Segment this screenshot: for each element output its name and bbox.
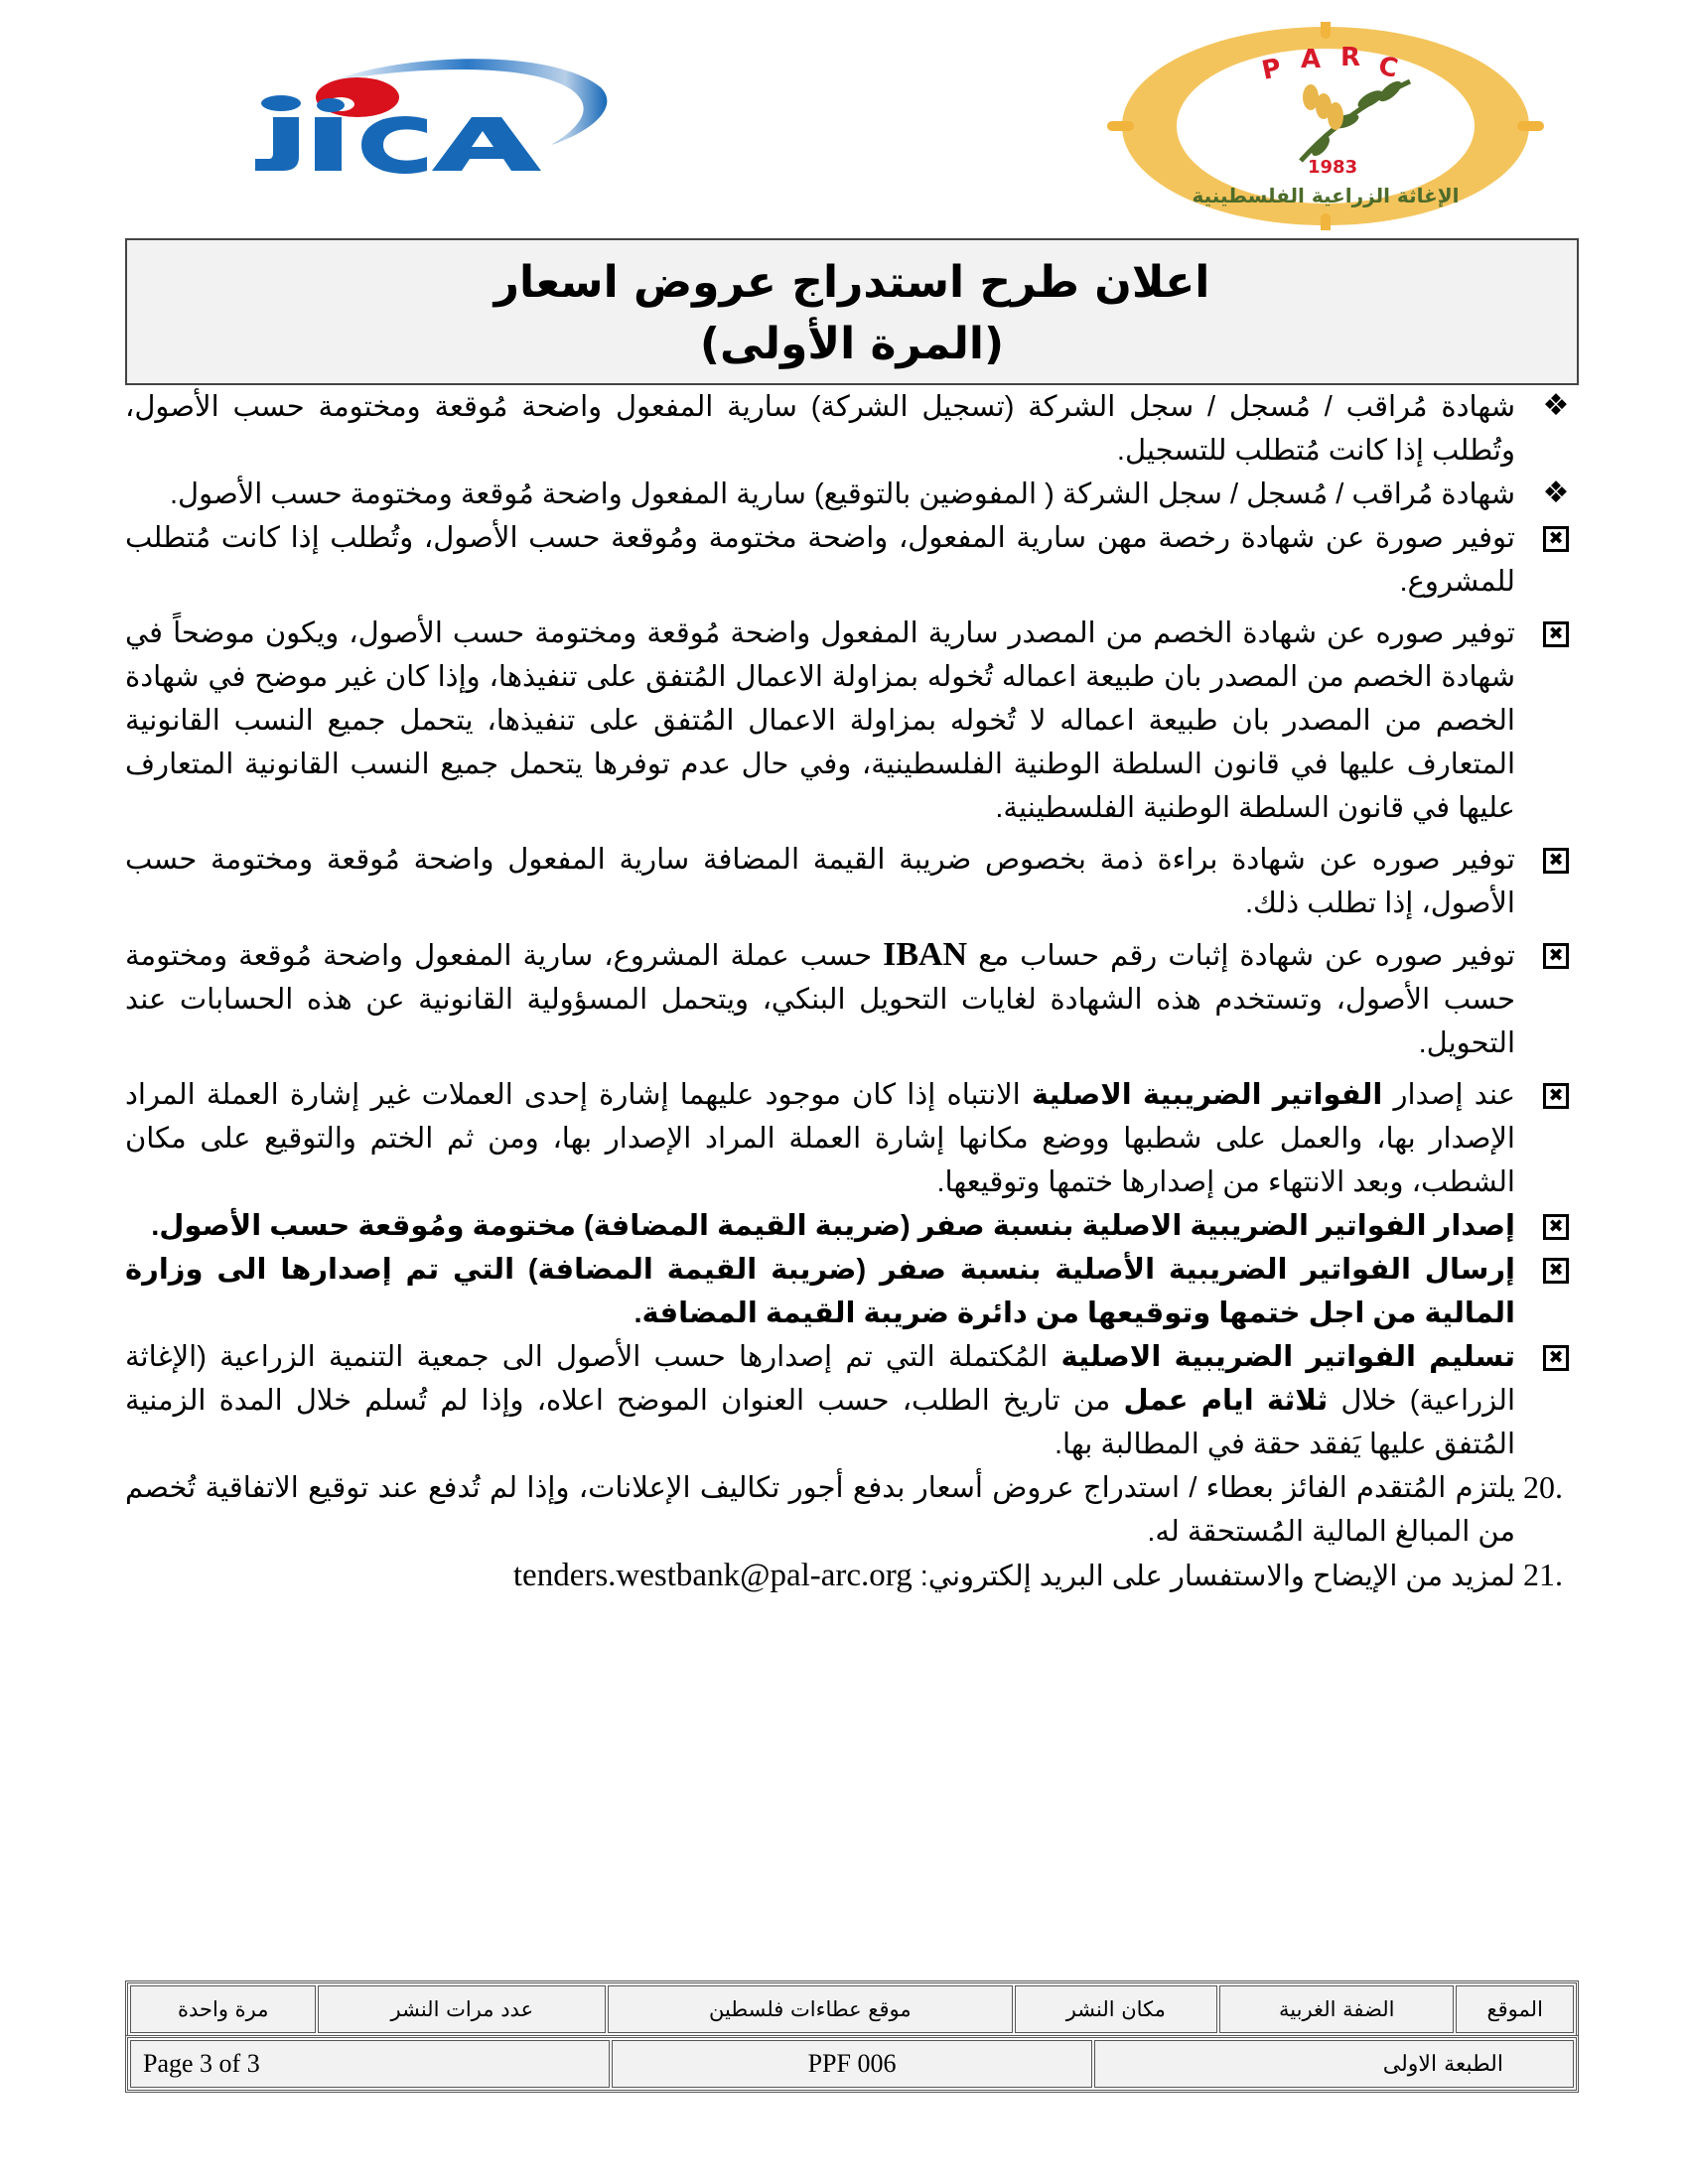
list-item	[125, 838, 1579, 925]
svg-text:P: P	[1259, 53, 1285, 86]
svg-text:1983: 1983	[1308, 157, 1358, 178]
footer-cell-publish-place-value: موقع عطاءات فلسطين	[608, 1985, 1012, 2033]
list-item	[125, 1204, 1579, 1248]
list-item-text: المُكتملة التي تم إصدارها حسب الأصول الى جمعية التنمية الزراعية (الإغاثة الزراعية) خلال	[125, 1341, 1515, 1417]
requirements-list	[125, 385, 1579, 1598]
list-item-text: يلتزم المُتقدم الفائز بعطاء / استدراج عروض أسعار بدفع أجور تكاليف الإعلانات، وإذا لم تُدفع عند توقيع الاتفاقية تُخصم من المبالغ المالية المُستحقة له.	[125, 1472, 1515, 1548]
svg-text:A: A	[1301, 45, 1322, 74]
contact-email-link[interactable]: tenders.westbank@pal-arc.org	[512, 1558, 913, 1593]
svg-text:الإغاثة الزراعية الفلسطينية: الإغاثة الزراعية الفلسطينية	[1192, 184, 1460, 207]
list-item-text: الانتباه إذا كان موجود عليهما إشارة إحدى العملات غير إشارة العملة المراد الإصدار بها، والعمل على شطبها ووضع مكانها إشارة العملة المراد الإصدار بها، ومن ثم الختم والتوقيع على مكان الشطب، وبعد الانتهاء من إصدارها ختمها وتوقيعها.	[125, 1079, 1515, 1198]
checkbox-x-icon: ✖	[1543, 1214, 1569, 1240]
footer-document-table	[125, 2035, 1579, 2093]
list-item	[125, 473, 1579, 516]
bold-term: تسليم الفواتير الضريبية الاصلية	[1060, 1341, 1515, 1373]
list-item-text: شهادة مُراقب / مُسجل / سجل الشركة ( المفوضين بالتوقيع) سارية المفعول واضحة مُوقعة ومختومة حسب الأصول.	[169, 478, 1515, 510]
diamond-bullet-icon: ❖	[1542, 477, 1570, 509]
list-item-text: إصدار الفواتير الضريبية الاصلية بنسبة صفر (ضريبة القيمة المضافة) مختومة ومُوقعة حسب الأصول.	[151, 1210, 1515, 1242]
svg-text:R: R	[1340, 43, 1361, 72]
list-item-text: عند إصدار	[1382, 1079, 1516, 1111]
footer-cell-publish-place-label: مكان النشر	[1015, 1985, 1218, 2033]
list-item	[125, 1335, 1579, 1466]
checkbox-x-icon: ✖	[1543, 848, 1569, 874]
list-item-text: من تاريخ الطلب، حسب العنوان الموضح اعلاه، وإذا لم تُسلم خلال المدة الزمنية المُتفق عليها يَفقد حقة في المطالبة بها.	[125, 1385, 1515, 1460]
list-item-text: توفير صوره عن شهادة الخصم من المصدر سارية المفعول واضحة مُوقعة ومختومة حسب الأصول، ويكون موضحاً في شهادة الخصم من المصدر بان طبيعة اعماله تُخوله بمزاولة الاعمال المُتفق على تنفيذها، وإذا كان غير موضح في شهادة الخصم من المصدر بان طبيعة اعماله لا تُخوله بمزاولة الاعمال المُتفق على تنفيذها، يتحمل جميع النسب القانونية المتعارف عليها في قانون السلطة الوطنية الفلسطينية، وفي حال عدم توفرها يتحمل جميع النسب القانونية المتعارف عليها في قانون السلطة الوطنية الفلسطينية.	[125, 617, 1515, 824]
list-item-text: توفير صورة عن شهادة رخصة مهن سارية المفعول، واضحة مختومة ومُوقعة حسب الأصول، وتُطلب إذا كانت مُتطلب للمشروع.	[125, 522, 1515, 598]
footer-cell-publish-count-label: عدد مرات النشر	[318, 1985, 606, 2033]
footer-publication-table	[125, 1980, 1579, 2038]
edition-label: الطبعة الاولى	[1094, 2040, 1574, 2088]
diamond-bullet-icon: ❖	[1542, 389, 1570, 422]
page-title: اعلان طرح استدراج عروض اسعار	[493, 257, 1210, 308]
checkbox-x-icon: ✖	[1543, 526, 1569, 552]
checkbox-x-icon: ✖	[1543, 1258, 1569, 1284]
list-item-text: توفير صوره عن شهادة براءة ذمة بخصوص ضريبة القيمة المضافة سارية المفعول واضحة مُوقعة ومختومة حسب الأصول، إذا تطلب ذلك.	[125, 844, 1515, 919]
checkbox-x-icon: ✖	[1543, 1083, 1569, 1109]
document-code: PPF 006	[612, 2040, 1091, 2088]
jica-logo	[233, 48, 611, 187]
footer-cell-location-label: الموقع	[1456, 1985, 1574, 2033]
list-item-text: لمزيد من الإيضاح والاستفسار على البريد إلكتروني:	[912, 1561, 1515, 1592]
list-item-text: شهادة مُراقب / مُسجل / سجل الشركة (تسجيل الشركة) سارية المفعول واضحة مُوقعة ومختومة حسب الأصول، وتُطلب إذا كانت مُتطلب للتسجيل.	[125, 391, 1515, 467]
bold-term: الفواتير الضريبية الاصلية	[1031, 1079, 1383, 1111]
list-item-text: توفير صوره عن شهادة إثبات رقم حساب مع	[967, 940, 1515, 972]
parc-logo	[1107, 22, 1544, 230]
item-number: 21.	[1523, 1557, 1563, 1592]
footer-cell-location-value: الضفة الغربية	[1219, 1985, 1454, 2033]
checkbox-x-icon: ✖	[1543, 1345, 1569, 1371]
list-item	[125, 1073, 1579, 1204]
list-item	[125, 933, 1579, 1065]
bold-term: ثلاثة ايام عمل	[1123, 1385, 1329, 1417]
list-item	[125, 612, 1579, 830]
list-item-text: إرسال الفواتير الضريبية الأصلية بنسبة صفر (ضريبة القيمة المضافة) التي تم إصدارها الى وزارة المالية من اجل ختمها وتوقيعها من دائرة ضريبة القيمة المضافة.	[125, 1254, 1515, 1329]
checkbox-x-icon: ✖	[1543, 621, 1569, 647]
page-subtitle: (المرة الأولى)	[699, 319, 1005, 369]
item-number: 20.	[1523, 1469, 1563, 1505]
list-item	[125, 1466, 1579, 1554]
list-item-text: حسب عملة المشروع، سارية المفعول واضحة مُوقعة ومختومة حسب الأصول، وتستخدم هذه الشهادة لغايات التحويل البنكي، ويتحمل المسؤولية القانونية عن هذه الحسابات عند التحويل.	[125, 940, 1515, 1059]
iban-term: IBAN	[883, 936, 968, 973]
footer-cell-publish-count-value: مرة واحدة	[130, 1985, 316, 2033]
list-item	[125, 1248, 1579, 1335]
list-item	[125, 1554, 1579, 1598]
announcement-title-box	[125, 238, 1579, 385]
list-item	[125, 385, 1579, 473]
svg-text:C: C	[1375, 51, 1401, 84]
list-item	[125, 516, 1579, 604]
checkbox-x-icon: ✖	[1543, 943, 1569, 969]
page-number: Page 3 of 3	[130, 2040, 610, 2088]
